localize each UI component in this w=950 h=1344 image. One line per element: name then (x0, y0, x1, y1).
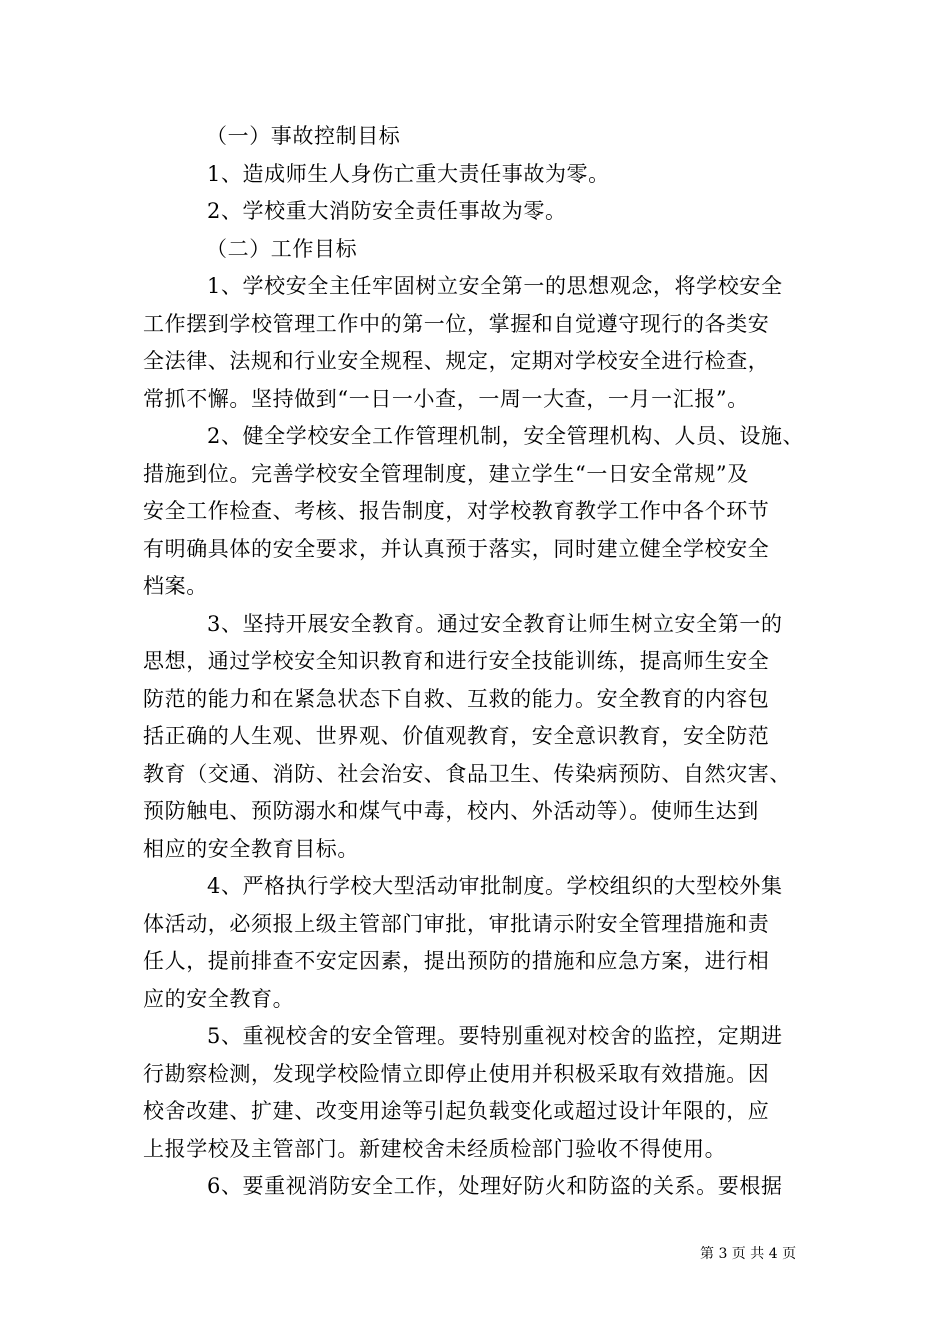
text-line: 档案。 (143, 574, 208, 598)
text-line: 上报学校及主管部门。新建校舍未经质检部门验收不得使用。 (143, 1136, 727, 1161)
text-line: 括正确的人生观、世界观、价值观教育，安全意识教育，安全防范 (143, 724, 770, 748)
text-line: 4、严格执行学校大型活动审批制度。学校组织的大型校外集 (207, 874, 783, 898)
text-line: 体活动，必须报上级主管部门审批，审批请示附安全管理措施和责 (143, 911, 770, 936)
text-line: 教育（交通、消防、社会治安、食品卫生、传染病预防、自然灾害、 (143, 761, 791, 786)
text-line: 常抓不懈。坚持做到“一日一小查，一周一大查，一月一汇报”。 (143, 386, 749, 411)
text-line: 任人，提前排查不安定因素，提出预防的措施和应急方案，进行相 (143, 949, 770, 973)
text-line: 全法律、法规和行业安全规程、规定，定期对学校安全进行检查， (143, 349, 770, 373)
page-number: 第 3 页 共 4 页 (700, 1246, 797, 1262)
text-line: 校舍改建、扩建、改变用途等引起负载变化或超过设计年限的，应 (143, 1099, 770, 1123)
text-line: 安全工作检查、考核、报告制度，对学校教育教学工作中各个环节 (143, 499, 770, 523)
document-body (143, 118, 819, 1206)
text-line: 行勘察检测，发现学校险情立即停止使用并积极采取有效措施。因 (143, 1061, 770, 1086)
text-line: 1、学校安全主任牢固树立安全第一的思想观念，将学校安全 (207, 274, 783, 298)
text-line: 2、健全学校安全工作管理机制，安全管理机构、人员、设施、 (207, 424, 805, 448)
text-line: 6、要重视消防安全工作，处理好防火和防盗的关系。要根据 (207, 1174, 783, 1198)
text-line: 5、重视校舍的安全管理。要特别重视对校舍的监控，定期进 (207, 1024, 783, 1048)
text-line: 有明确具体的安全要求，并认真预于落实，同时建立健全学校安全 (143, 536, 770, 561)
text-line: （一）事故控制目标 (206, 124, 401, 148)
text-line: 预防触电、预防溺水和煤气中毒，校内、外活动等）。使师生达到 (143, 799, 759, 823)
text-line: 工作摆到学校管理工作中的第一位，掌握和自觉遵守现行的各类安 (143, 311, 770, 336)
text-line: 3、坚持开展安全教育。通过安全教育让师生树立安全第一的 (207, 611, 783, 636)
text-line: 措施到位。完善学校安全管理制度，建立学生“一日安全常规”及 (143, 461, 749, 486)
text-line: 防范的能力和在紧急状态下自救、互救的能力。安全教育的内容包 (143, 686, 770, 711)
text-line: 2、学校重大消防安全责任事故为零。 (207, 199, 567, 223)
text-line: 思想，通过学校安全知识教育和进行安全技能训练，提高师生安全 (143, 649, 770, 673)
text-line: 1、造成师生人身伤亡重大责任事故为零。 (207, 161, 610, 186)
text-line: （二）工作目标 (206, 236, 358, 261)
text-line: 相应的安全教育目标。 (143, 836, 359, 861)
text-line: 应的安全教育。 (143, 986, 295, 1011)
